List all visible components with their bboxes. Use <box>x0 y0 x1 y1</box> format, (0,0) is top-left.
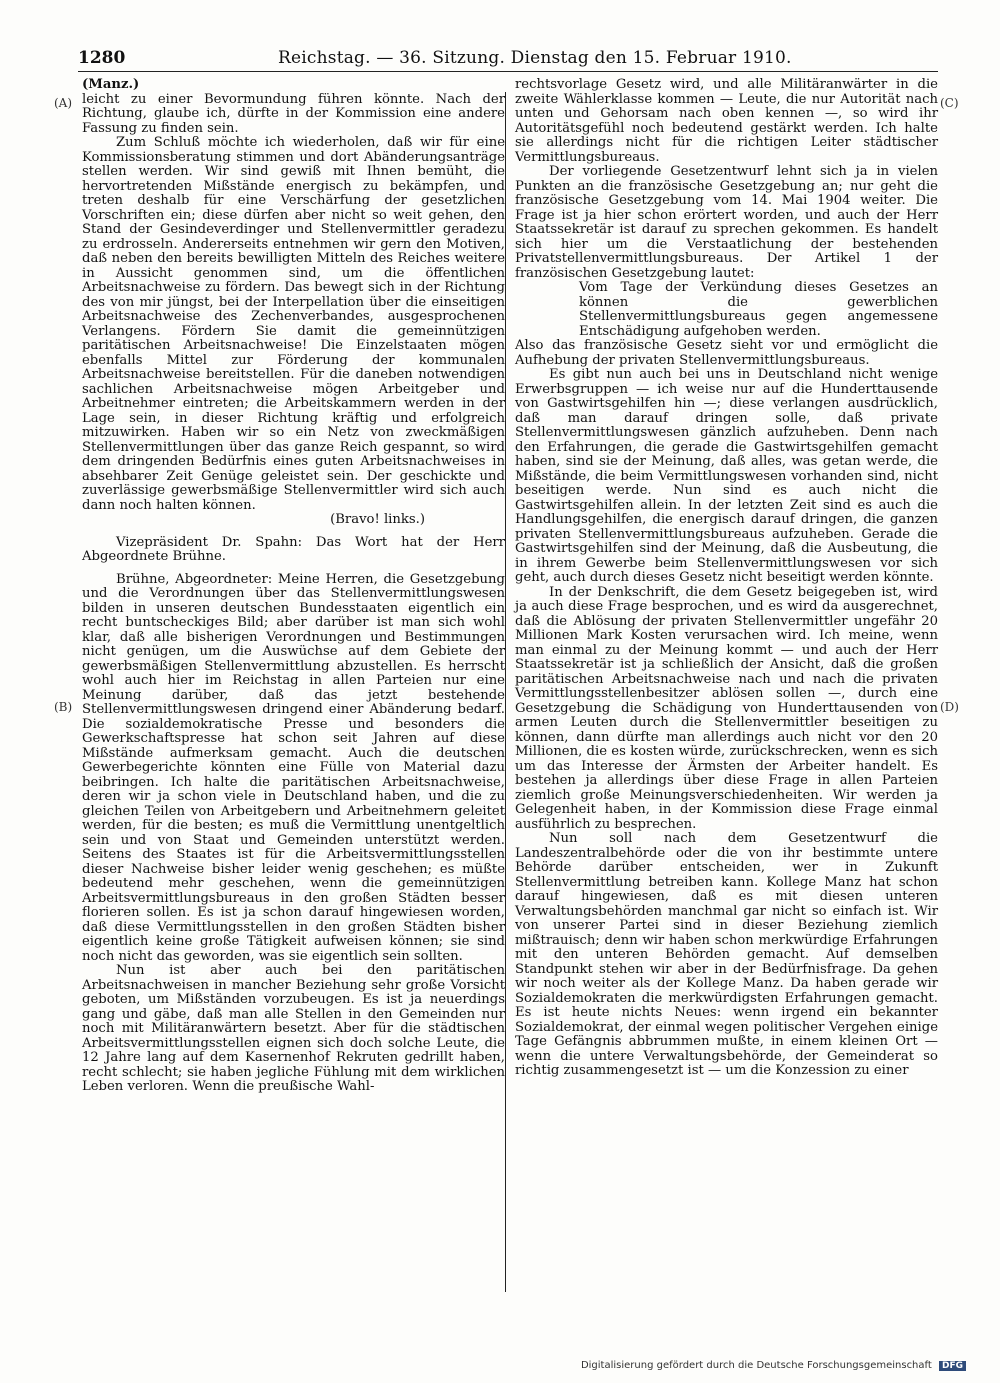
paragraph: In der Denkschrift, die dem Gesetz beigegeben ist, wird ja auch diese Frage besprochen, und es wird da ausgerechnet, daß die Ablösung der privaten Stellenvermittler ungefähr 20 Millionen Mark Kosten verursachen wird. Ich meine, wenn man einmal zu der Meinung kommt — und auch der Herr Staatssekretär ist ja schließlich der Ansicht, daß die großen paritätischen Arbeitsnachweise nach und nach die privaten Vermittlungsstellenbesitzer ablösen sollen —, durch eine Gesetzgebung die Schädigung von Hunderttausenden von armen Leuten durch die Stellenvermittler beseitigen zu können, dann dürfte man allerdings auch nicht vor den 20 Millionen, die es kosten würde, zurückschrecken, wenn es sich um das Interesse der Ärmsten der Arbeiter handelt. Es bestehen ja allerdings über diese Frage in allen Parteien ziemlich große Meinungsverschiedenheiten. Wir werden ja Gelegenheit haben, in der Kommission diese Frage einmal ausführlich zu besprechen. <box>515 584 938 832</box>
margin-letter-a: (A) <box>54 96 73 110</box>
right-column <box>515 78 938 1079</box>
paragraph-speech-start: Brühne, Abgeordneter: Meine Herren, die Gesetzgebung und die Verordnungen über das Stellenvermittlungswesen bilden in unseren deutschen Bundesstaaten eigentlich ein recht buntscheckiges Bild; aber darüber ist man sich wohl klar, daß alle bisherigen Verordnungen und Bestimmungen nicht genügen, um die Auswüchse auf dem Gebiete der gewerbsmäßigen Stellenvermittlung abzustellen. Es herrscht wohl auch hier im Reichstag in allen Parteien nur eine Meinung darüber, daß das jetzt bestehende Stellenvermittlungswesen dringend einer Abänderung bedarf. Die sozialdemokratische Presse und besonders die Gewerkschaftspresse hat schon seit Jahren auf diese Mißstände aufmerksam gemacht. Auch die deutschen Gewerbegerichte könnten eine Fülle von Material dazu beibringen. Ich halte die paritätischen Arbeitsnachweise, deren wir ja schon viele in Deutschland haben, und die zu gleichen Teilen von Arbeitgebern und Arbeitnehmern geleitet werden, für die besten; es muß die Vermittlung unentgeltlich sein und von Staat und Gemeinden unterstützt werden. Seitens des Staates ist für die Arbeitsvermittlungsstellen dieser Nachweise bisher leider wenig geschehen; es müßte bedeutend mehr geschehen, wenn die gemeinnützigen Arbeitsvermittlungsbureaus in den großen Städten besser florieren sollen. Es ist ja schon darauf hingewiesen worden, daß diese Vermittlungsstellen in den großen Städten bisher eigentlich keine große Tätigkeit aufweisen können; sie sind noch nicht das geworden, was sie eigentlich sein sollten. <box>82 571 505 964</box>
column-divider <box>505 92 506 1292</box>
page-header <box>78 48 938 72</box>
quotation: Vom Tage der Verkündung dieses Gesetzes an können die gewerblichen Stellenvermittlungsbureaus gegen angemessene Entschädigung aufgehoben werden. <box>579 280 938 339</box>
applause-note: (Bravo! links.) <box>330 512 425 527</box>
speaker-tag: (Manz.) <box>82 77 140 92</box>
header-rule <box>78 71 938 72</box>
paragraph: Nun soll nach dem Gesetzentwurf die Landeszentralbehörde oder die von ihr bestimmte untere Behörde darüber entscheiden, wer in Zukunft Stellenvermittlung betreiben kann. Kollege Manz hat schon darauf hingewiesen, daß es mit diesen unteren Verwaltungsbehörden manchmal gar nicht so einfach ist. Wir von unserer Partei sind in dieser Beziehung ziemlich mißtrauisch; denn wir haben schon merkwürdige Erfahrungen mit den unteren Behörden gemacht. Auf demselben Standpunkt stehen wir aber in der Bedürfnisfrage. Da gehen wir noch weiter als der Kollege Manz. Da haben gerade wir Sozialdemokraten die merkwürdigsten Erfahrungen gemacht. Es ist heute nichts Neues: wenn irgend ein bekannter Sozialdemokrat, der einmal wegen politischer Vergehen einige Tage Gefängnis abbrummen mußte, in einem kleinen Ort — wenn die untere Verwaltungsbehörde, der Gemeinderat so richtig zusammengesetzt ist — um die Konzession zu einer <box>515 831 938 1078</box>
margin-letter-c: (C) <box>940 96 959 110</box>
left-column <box>82 78 505 1095</box>
paragraph: Der vorliegende Gesetzentwurf lehnt sich ja in vielen Punkten an die französische Gesetzgebung an; nur geht die französische Gesetzgebung vom 14. Mai 1904 weiter. Die Frage ist ja hier schon erörtert worden, und auch der Herr Staatssekretär ist darauf zu sprechen gekommen. Es handelt sich hier um die Verstaatlichung der bestehenden Privatstellenvermittlungsbureaus. Der Artikel 1 der französischen Gesetzgebung lautet: <box>515 164 938 281</box>
paragraph: leicht zu einer Bevormundung führen könnte. Nach der Richtung, glaube ich, dürfte in der Kommission eine andere Fassung zu finden sein. <box>82 91 505 136</box>
margin-letter-d: (D) <box>940 700 959 714</box>
running-title: Reichstag. — 36. Sitzung. Dienstag den 15. Februar 1910. <box>278 48 792 68</box>
margin-letter-b: (B) <box>54 700 73 714</box>
paragraph: rechtsvorlage Gesetz wird, und alle Militäranwärter in die zweite Wählerklasse kommen — Leute, die nur Autorität nach unten und Gehorsam nach oben kennen —, so wird ihr Autoritätsgefühl noch bedeutend gestärkt werden. Ich halte sie allerdings nicht für die richtigen Leiter städtischer Vermittlungsbureaus. <box>515 77 938 165</box>
paragraph: Also das französische Gesetz sieht vor und ermöglicht die Aufhebung der privaten Stellenvermittlungsbureaus. <box>515 338 938 368</box>
page-number: 1280 <box>78 48 126 68</box>
digitization-credit <box>581 1360 966 1371</box>
paragraph-chair-announcement: Vizepräsident Dr. Spahn: Das Wort hat der Herr Abgeordnete Brühne. <box>82 534 505 564</box>
paragraph: Nun ist aber auch bei den paritätischen Arbeitsnachweisen in mancher Beziehung sehr große Vorsicht geboten, um Mißständen vorzubeugen. Es ist ja neuerdings gang und gäbe, daß man alle Stellen in den Gemeinden nur noch mit Militäranwärtern besetzt. Aber für die städtischen Arbeitsvermittlungsstellen eignen sich doch solche Leute, die 12 Jahre lang auf dem Kasernenhof Rekruten gedrillt haben, recht schlecht; sie haben jegliche Fühlung mit dem wirklichen Leben verloren. Wenn die preußische Wahl- <box>82 963 505 1094</box>
paragraph: Zum Schluß möchte ich wiederholen, daß wir für eine Kommissionsberatung stimmen und dort Abänderungsanträge stellen werden. Wir sind gewiß mit Ihnen bemüht, die hervortretenden Mißstände energisch zu bekämpfen, und treten deshalb für eine Verschärfung der gesetzlichen Vorschriften ein; diese dürfen aber nicht so weit gehen, den Stand der Gesindeverdinger und Stellenvermittler geradezu zu erdrosseln. Andererseits entnehmen wir gern den Motiven, daß neben den bereits bewilligten Mitteln des Reiches weitere in Aussicht genommen sind, um die öffentlichen Arbeitsnachweise zu fördern. Das bewegt sich in der Richtung des von mir jüngst, bei der Interpellation über die einseitigen Arbeitsnachweise des Zechenverbandes, ausgesprochenen Verlangens. Fördern Sie damit die gemeinnützigen paritätischen Arbeitsnachweise! Die Einzelstaaten mögen ebenfalls Mittel zur Förderung der kommunalen Arbeitsnachweise bereitstellen. Für die daneben notwendigen sachlichen Arbeitsnachweise mögen Arbeitgeber und Arbeitnehmer eintreten; die Arbeitskammern werden in der Lage sein, in dieser Richtung kräftig und erfolgreich mitzuwirken. Haben wir so ein Netz von zweckmäßigen Stellenvermittlungen über das ganze Reich gespannt, so wird dem dringenden Bedürfnis eines guten Arbeitsnachweises in absehbarer Zeit Genüge geleistet sein. Der geschickte und zuverlässige gewerbsmäßige Stellenvermittler wird sich auch dann noch halten können. <box>82 135 505 513</box>
dfg-logo: DFG <box>939 1361 966 1371</box>
paragraph: Es gibt nun auch bei uns in Deutschland nicht wenige Erwerbsgruppen — ich weise nur auf die Hunderttausende von Gastwirtsgehilfen hin —; diese verlangen ausdrücklich, daß man darauf dringen solle, daß private Stellenvermittlungswesen gänzlich aufzuheben. Denn nach den Erfahrungen, die gerade die Gastwirtsgehilfen gemacht haben, sind sie der Meinung, daß alles, was getan werde, die Mißstände, die beim Vermittlungswesen vorhanden sind, nicht beseitigen werde. Nun sind es auch nicht die Gastwirtsgehilfen allein. In der letzten Zeit sind es auch die Handlungsgehilfen, die energisch darauf dringen, die ganzen privaten Stellenvermittlungsbureaus aufzuheben. Gerade die Gastwirtsgehilfen sind der Meinung, daß die Ausbeutung, die in ihrem Gewerbe beim Stellenvermittlungswesen vor sich geht, auch durch dieses Gesetz nicht beseitigt werden könnte. <box>515 367 938 585</box>
credit-text: Digitalisierung gefördert durch die Deutsche Forschungsgemeinschaft <box>580 1360 932 1371</box>
